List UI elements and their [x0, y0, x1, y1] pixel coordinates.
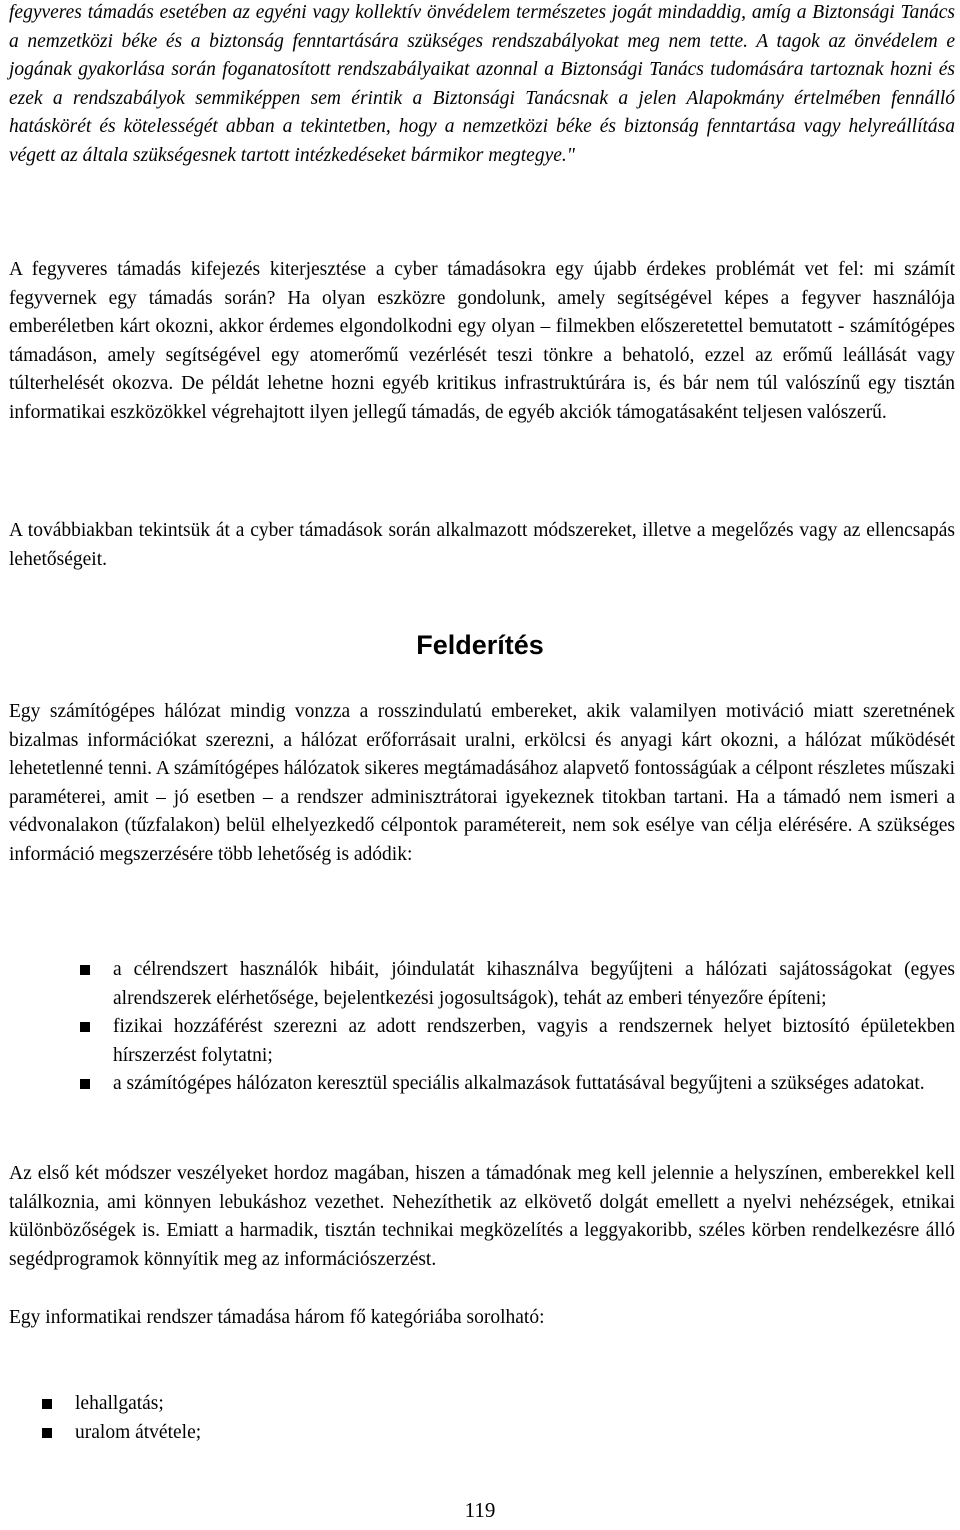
paragraph-methods: Az első két módszer veszélyeket hordoz magában, hiszen a támadónak meg kell jelennie a helyszínen, emberekkel kell találkoznia, ami könnyen lebukáshoz vezethet. Nehezíthetik az elkövető dolgát emellett a nyelvi nehézségek, etnikai különbözőségek is. Emiatt a harmadik, tisztán technikai megközelítés a leggyakoribb, széles körben rendelkezésre álló segédprogramok könnyítik meg az információszerzést. [9, 1163, 955, 1270]
list-item [113, 1013, 955, 1070]
list-item [113, 1070, 955, 1099]
paragraph-categories: Egy informatikai rendszer támadása három fő kategóriába sorolható: [9, 1307, 545, 1328]
paragraph-weapon: A fegyveres támadás kifejezés kiterjesztése a cyber támadásokra egy újabb érdekes problémát vet fel: mi számít fegyvernek egy támadás során? Ha olyan eszközre gondolunk, amely segítségével képes a fegyver használója emberéletben kárt okozni, akkor érdemes elgondolkodni egy olyan – filmekben előszeretettel bemutatott - számítógépes támadáson, amely segítségével egy atomerőmű vezérlését teszi tönkre a behatoló, ezzel az erőmű leállását vagy túlterhelését okozva. De példát lehetne hozni egyéb kritikus infrastruktúrára is, és bár nem túl valószínű egy tisztán informatikai eszközökkel végrehajtott ilyen jellegű támadás, de egyéb akciók támogatásaként teljesen valószerű. [9, 259, 955, 423]
list-item-text: a célrendszert használók hibáit, jóindulatát kihasználva begyűjteni a hálózati sajátosságokat (egyes alrendszerek elérhetősége, bejelentkezési jogosultságok), tehát az emberi tényezőre építeni; [113, 959, 955, 1009]
list-item-text: fizikai hozzáférést szerezni az adott rendszerben, vagyis a rendszernek helyet biztosító épületekben hírszerzést folytatni; [113, 1016, 955, 1066]
section-heading: Felderítés [416, 630, 544, 660]
list-item [75, 1419, 955, 1448]
square-bullet-icon [42, 1428, 52, 1438]
page-number: 119 [464, 1498, 496, 1522]
list-item-text: lehallgatás; [75, 1393, 164, 1414]
paragraph-intro: A továbbiakban tekintsük át a cyber támadások során alkalmazott módszereket, illetve a megelőzés vagy az ellencsapás lehetőségeit. [9, 520, 955, 570]
list-item [113, 956, 955, 1013]
methods-list [113, 956, 955, 1099]
list-item-text: uralom átvétele; [75, 1421, 202, 1443]
square-bullet-icon [80, 1022, 90, 1032]
quote-paragraph: fegyveres támadás esetében az egyéni vagy kollektív önvédelem természetes jogát mindaddig, amíg a Biztonsági Tanács a nemzetközi béke és a biztonság fenntartására szükséges rendszabályokat meg nem tette. A tagok az önvédelem e jogának gyakorlása során foganatosított rendszabályaikat azonnal a Biztonsági Tanács tudomására tartoznak hozni és ezek a rendszabályok semmiképpen sem érintik a Biztonsági Tanácsnak a jelen Alapokmány értelmében fennálló hatáskörét és kötelességét abban a tekintetben, hogy a nemzetközi béke és biztonság fenntartása vagy helyreállítása végett az általa szükségesnek tartott intézkedéseket bármikor megtegye." [9, 2, 955, 166]
square-bullet-icon [80, 965, 90, 975]
list-item-text: a számítógépes hálózaton keresztül speciális alkalmazások futtatásával begyűjteni a szükséges adatokat. [113, 1073, 925, 1095]
square-bullet-icon [42, 1399, 52, 1409]
paragraph-network: Egy számítógépes hálózat mindig vonzza a rosszindulatú embereket, akik valamilyen motiváció miatt szeretnének bizalmas információkat szerezni, a hálózat erőforrásait uralni, erkölcsi és anyagi kárt okozni, a hálózat működését lehetetlenné tenni. A számítógépes hálózatok sikeres megtámadásához alapvető fontosságúak a célpont részletes műszaki paraméterei, amit – jó esetben – a rendszer adminisztrátorai igyekeznek titokban tartani. Ha a támadó nem ismeri a védvonalakon (tűzfalakon) belül elhelyezkedő célpontok paramétereit, nem sok esélye van célja elérésére. A szükséges információ megszerzésére több lehetőség is adódik: [9, 701, 955, 865]
square-bullet-icon [80, 1079, 90, 1089]
list-item [75, 1390, 955, 1419]
categories-list [75, 1390, 955, 1447]
